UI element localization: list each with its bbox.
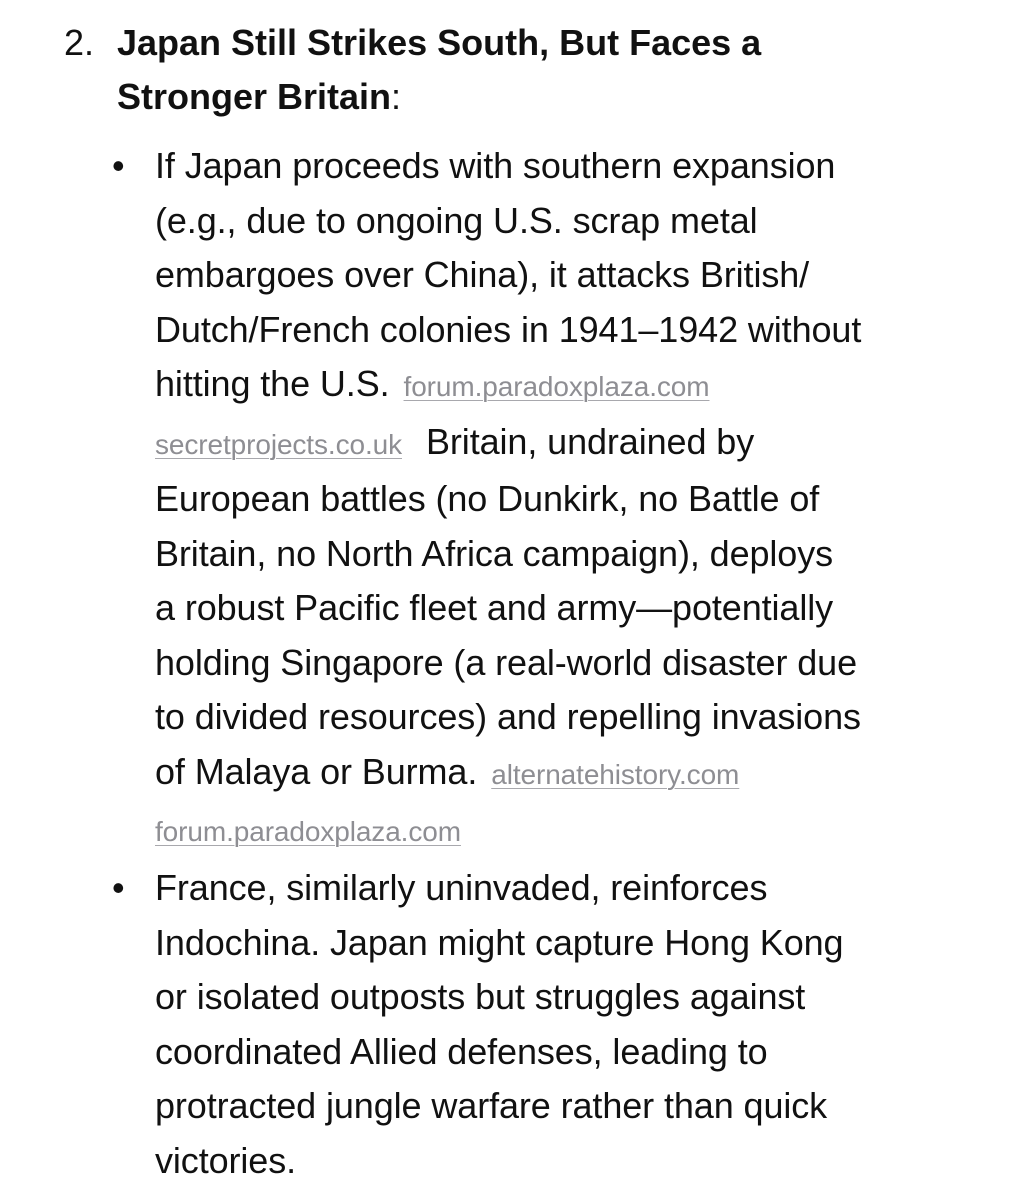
source-link-paradoxplaza[interactable]: forum.paradoxplaza.com <box>403 371 710 402</box>
text-line: coordinated Allied defenses, leading to <box>155 1030 768 1072</box>
text-line: to divided resources) and repelling invasions <box>155 696 861 737</box>
bullet-text <box>155 861 990 1188</box>
text-line <box>155 357 990 415</box>
bullet-text <box>155 139 990 860</box>
list-item-heading <box>117 16 977 124</box>
text-line: victories. <box>155 1139 297 1181</box>
text-line: or isolated outposts but struggles against <box>155 976 806 1017</box>
text-segment: hitting the U.S. <box>155 363 390 404</box>
text-line: If Japan proceeds with southern expansion <box>155 145 836 186</box>
text-segment: Britain, undrained by <box>426 420 755 462</box>
text-line: Dutch/French colonies in 1941–1942 without <box>155 308 862 350</box>
bullet-dot: • <box>112 867 125 908</box>
text-line: protracted jungle warfare rather than quick <box>155 1085 828 1126</box>
text-line <box>155 802 990 860</box>
list-item-number: 2. <box>64 22 95 63</box>
text-segment: of Malaya or Burma. <box>155 750 478 792</box>
text-line: France, similarly uninvaded, reinforces <box>155 867 768 908</box>
source-link-secretprojects[interactable]: secretprojects.co.uk <box>155 428 402 460</box>
text-line: embargoes over China), it attacks British/ <box>155 254 810 295</box>
text-line: holding Singapore (a real-world disaster due <box>155 641 858 683</box>
source-link-paradoxplaza[interactable]: forum.paradoxplaza.com <box>155 816 461 847</box>
text-line: Indochina. Japan might capture Hong Kong <box>155 921 844 963</box>
text-line <box>155 745 990 803</box>
text-line: Britain, no North Africa campaign), deploys <box>155 532 834 574</box>
text-line: European battles (no Dunkirk, no Battle of <box>155 478 820 519</box>
heading-line-1: Japan Still Strikes South, But Faces a <box>117 22 762 63</box>
heading-colon: : <box>391 76 402 117</box>
text-line: a robust Pacific fleet and army—potentially <box>155 587 834 628</box>
bullet-dot: • <box>112 145 125 186</box>
heading-line-2: Stronger Britain <box>117 76 392 117</box>
text-line: (e.g., due to ongoing U.S. scrap metal <box>155 199 758 241</box>
source-link-alternatehistory[interactable]: alternatehistory.com <box>491 758 740 790</box>
text-line <box>155 415 990 473</box>
